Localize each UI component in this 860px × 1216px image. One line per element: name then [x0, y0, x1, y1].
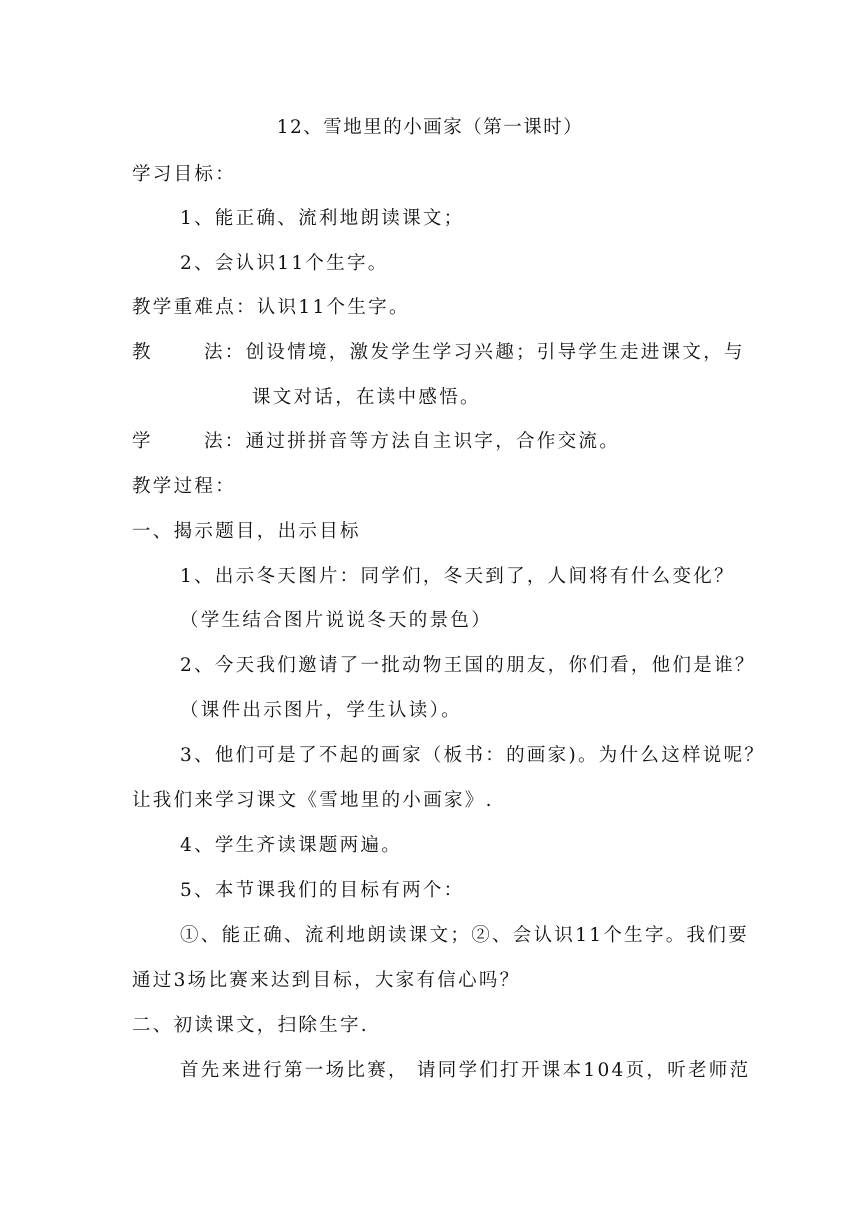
paragraph-line: 5、本节课我们的目标有两个：: [180, 880, 465, 901]
paragraph-line: 让我们来学习课文《雪地里的小画家》.: [132, 790, 494, 811]
paragraph-line: 3、他们可是了不起的画家（板书：的画家)。为什么这样说呢？: [180, 745, 766, 766]
teaching-method-text: 法：创设情境，激发学生学习兴趣；引导学生走进课文，与: [204, 342, 745, 363]
teaching-method-continuation: 课文对话，在读中感悟。: [252, 387, 481, 408]
paragraph-line: 1、出示冬天图片：同学们，冬天到了，人间将有什么变化？: [180, 566, 735, 587]
paragraph-line: （课件出示图片，学生认读）。: [180, 700, 462, 721]
objective-item: 1、能正确、流利地朗读课文；: [180, 208, 465, 229]
learning-method-text: 法：通过拼拼音等方法自主识字，合作交流。: [204, 431, 621, 452]
learning-method-label: 学: [132, 431, 153, 452]
paragraph-line: （学生结合图片说说冬天的景色）: [180, 610, 493, 631]
process-heading: 教学过程：: [132, 476, 237, 497]
paragraph-line: 通过3场比赛来达到目标，大家有信心吗？: [132, 970, 521, 991]
paragraph-line: 4、学生齐读课题两遍。: [180, 835, 403, 856]
teaching-method-label: 教: [132, 342, 153, 363]
section-heading: 二、初读课文，扫除生字.: [132, 1015, 369, 1036]
paragraph-line: ①、能正确、流利地朗读课文；②、会认识11个生字。我们要: [180, 925, 749, 946]
paragraph-line: 2、今天我们邀请了一批动物王国的朋友，你们看，他们是谁？: [180, 655, 756, 676]
paragraph-line: 首先来进行第一场比赛， 请同学们打开课本104页，听老师范: [180, 1060, 751, 1081]
section-heading: 一、揭示题目，出示目标: [132, 521, 361, 542]
difficulty-line: 教学重难点：认识11个生字。: [132, 297, 410, 318]
lesson-title: 12、雪地里的小画家（第一课时）: [276, 117, 584, 138]
objectives-heading: 学习目标：: [132, 164, 237, 185]
objective-item: 2、会认识11个生字。: [180, 253, 389, 274]
